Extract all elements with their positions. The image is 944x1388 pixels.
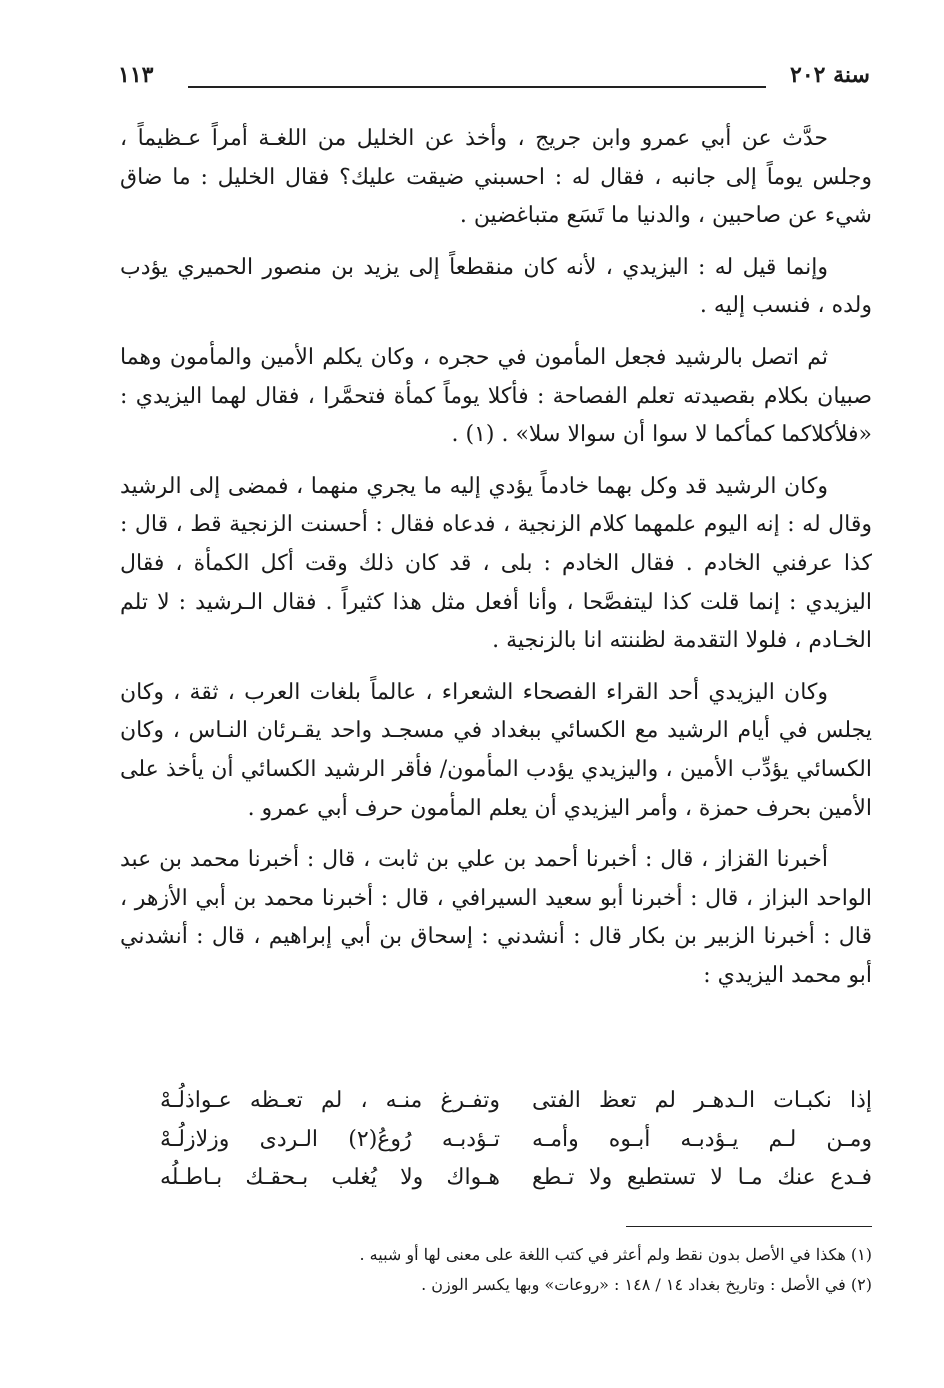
footnotes	[200, 1240, 872, 1300]
page-header	[118, 58, 870, 98]
footnote: (١) هكذا في الأصل بدون نقط ولم أعثر في كتب اللغة على معنى لها أو شبيه .	[359, 1245, 872, 1264]
verse-line	[160, 1121, 872, 1160]
paragraph: ثم اتصل بالرشيد فجعل المأمون في حجره ، وكان يكلم الأمين والمأمون وهما صبيان بكلام بقصيدته تعلم الفصاحة : فأكلا يوماً كمأة فتحمَّرا ، فقال لهما اليزيدي : «فلأكلاكما كمأكما لا سوا أن سوالا سلا» . (١) .	[120, 344, 872, 448]
paragraph: أخبرنا القزاز ، قال : أخبرنا أحمد بن علي بن ثابت ، قال : أخبرنا محمد بن عبد الواحد البزاز ، قال : أخبرنا أبو سعيد السيرافي ، قال : أخبرنا محمد بن أبي الأزهر ، قال : أخبرنا الزبير بن بكار قال : أنشدني : إسحاق بن أبي إبراهيم ، قال : أنشدني أبو محمد اليزيدي :	[120, 847, 872, 988]
verse-line	[160, 1082, 872, 1121]
verse-second-hemistich: هـواك ولا يُغلب بـحقـك بـاطـلُه	[160, 1165, 500, 1190]
poem	[160, 1082, 872, 1198]
paragraph: حدَّث عن أبي عمرو وابن جريج ، وأخذ عن الخليل من اللغـة أمراً عـظيماً ، وجلس يوماً إلى جانبه ، فقال له : احسبني ضيقت عليك؟ فقال الخليل : ما ضاق شيء عن صاحبين ، والدنيا ما تَسَع متباغضين .	[120, 126, 872, 229]
main-text	[120, 120, 872, 1008]
verse-first-hemistich: فـدع عنك مـا لا تستطيع ولا تـطع	[532, 1165, 872, 1190]
verse-line	[160, 1159, 872, 1198]
footnote-separator	[626, 1226, 872, 1227]
paragraph: وكان اليزيدي أحد القراء الفصحاء الشعراء ، عالماً بلغات العرب ، ثقة ، وكان يجلس في أيام الرشيد مع الكسائي ببغداد في مسجـد واحد يقـرئان النـاس ، وكان الكسائي يؤدِّب الأمين ، واليزيدي يؤدب المأمون/ فأقر الرشيد الكسائي أن يأخذ على الأمين بحرف حمزة ، وأمر اليزيدي أن يعلم المأمون حرف أبي عمرو .	[120, 679, 872, 821]
paragraph: وكان الرشيد قد وكل بهما خادماً يؤدي إليه ما يجري منهما ، فمضى إلى الرشيد وقال له : إنه اليوم علمهما كلام الزنجية ، فدعاه فقال : أحسنت الزنجية قط ، قال : كذا عرفني الخادم . فقال الخادم : بلى ، قد كان ذلك وقت أكل الكمأة ، فقال اليزيدي : إنما قلت كذا ليتفصَّحا ، وأنا أفعل مثل هذا كثيراً . فقال الـرشيد : لا تلم الخـادم ، فلولا التقدمة لظننته انا بالزنجية .	[120, 473, 872, 654]
footnote: (٢) في الأصل : وتاريخ بغداد ١٤ / ١٤٨ : «روعات» وبها يكسر الوزن .	[421, 1275, 872, 1294]
verse-second-hemistich: تـؤدبـه رُوعُ(٢) الـردى وزلازلُـهْ	[160, 1126, 500, 1152]
header-rule	[188, 86, 766, 88]
header-year: سنة ٢٠٢	[790, 62, 870, 88]
paragraph: وإنما قيل له : اليزيدي ، لأنه كان منقطعاً إلى يزيد بن منصور الحميري يؤدب ولده ، فنسب إليه .	[120, 254, 872, 319]
verse-first-hemistich: ومـن لـم يـؤدبـه أبـوه وأمـه	[532, 1126, 872, 1152]
page-number: ١١٣	[118, 62, 154, 88]
verse-second-hemistich: وتفـرغ منـه ، لم تعـظه عـواذلُـهْ	[160, 1088, 500, 1113]
verse-first-hemistich: إذا نكبـات الـدهـر لم تعظ الفتى	[532, 1088, 872, 1113]
